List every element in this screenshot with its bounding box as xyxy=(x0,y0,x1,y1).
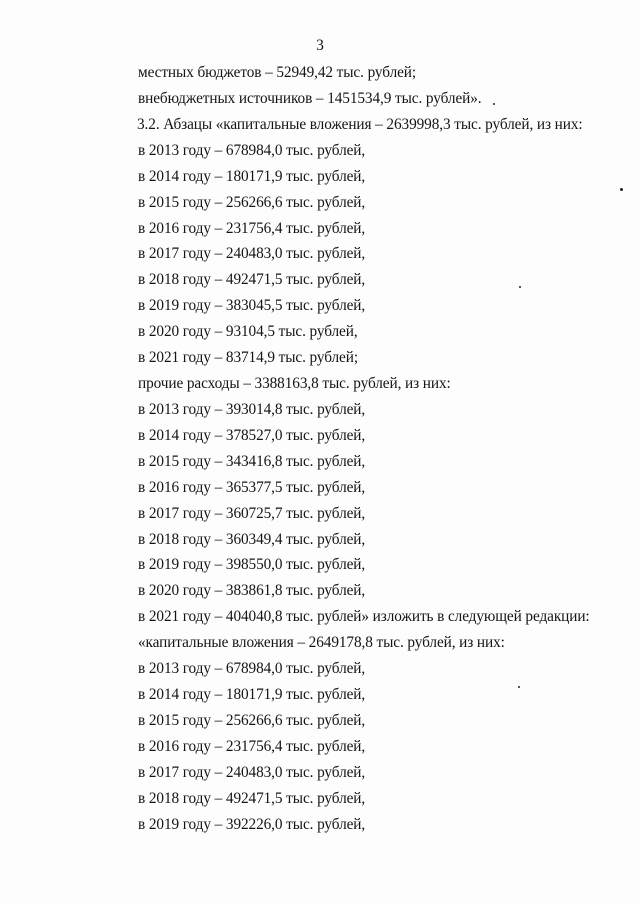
text-line: в 2019 году – 392226,0 тыс. рублей, xyxy=(138,815,366,833)
text-line: в 2016 году – 365377,5 тыс. рублей, xyxy=(138,478,366,496)
text-line: в 2017 году – 240483,0 тыс. рублей, xyxy=(138,763,366,781)
text-line: «капитальные вложения – 2649178,8 тыс. рублей, из них: xyxy=(138,634,505,652)
text-line: в 2014 году – 180171,9 тыс. рублей, xyxy=(138,686,366,704)
text-line: в 2021 году – 404040,8 тыс. рублей» изложить в следующей редакции: xyxy=(138,608,590,626)
page-number: 3 xyxy=(316,37,324,54)
text-line: в 2018 году – 360349,4 тыс. рублей, xyxy=(138,530,366,548)
text-line: в 2018 году – 492471,5 тыс. рублей, xyxy=(138,271,366,289)
text-line: в 2015 году – 343416,8 тыс. рублей, xyxy=(138,452,366,470)
text-line: в 2013 году – 678984,0 тыс. рублей, xyxy=(138,660,366,678)
scan-speck xyxy=(519,286,521,288)
text-line: в 2020 году – 93104,5 тыс. рублей, xyxy=(138,323,358,341)
text-line: 3.2. Абзацы «капитальные вложения – 2639998,3 тыс. рублей, из них: xyxy=(137,115,583,133)
text-line: в 2015 году – 256266,6 тыс. рублей, xyxy=(138,712,366,729)
text-line: внебюджетных источников – 1451534,9 тыс. рублей». xyxy=(138,89,482,107)
scan-speck xyxy=(518,686,520,688)
text-line: в 2013 году – 678984,0 тыс. рублей, xyxy=(138,141,366,159)
scan-speck xyxy=(620,188,623,191)
text-line: в 2017 году – 240483,0 тыс. рублей, xyxy=(138,245,366,263)
text-line: в 2017 году – 360725,7 тыс. рублей, xyxy=(138,504,366,522)
text-line: в 2014 году – 180171,9 тыс. рублей, xyxy=(138,167,366,185)
text-line: в 2014 году – 378527,0 тыс. рублей, xyxy=(138,426,366,444)
text-line: в 2021 году – 83714,9 тыс. рублей; xyxy=(138,349,358,367)
text-line: местных бюджетов – 52949,42 тыс. рублей; xyxy=(138,64,417,81)
text-line: прочие расходы – 3388163,8 тыс. рублей, из них: xyxy=(138,375,451,393)
text-line: в 2019 году – 398550,0 тыс. рублей, xyxy=(138,556,366,574)
scan-speck xyxy=(493,103,495,105)
text-line: в 2019 году – 383045,5 тыс. рублей, xyxy=(138,297,366,315)
text-line: в 2016 году – 231756,4 тыс. рублей, xyxy=(138,219,366,237)
text-line: в 2018 году – 492471,5 тыс. рублей, xyxy=(138,789,366,807)
text-line: в 2020 году – 383861,8 тыс. рублей, xyxy=(138,582,366,600)
text-line: в 2013 году – 393014,8 тыс. рублей, xyxy=(138,400,366,418)
text-line: в 2016 году – 231756,4 тыс. рублей, xyxy=(138,737,366,755)
text-line: в 2015 году – 256266,6 тыс. рублей, xyxy=(138,193,366,211)
